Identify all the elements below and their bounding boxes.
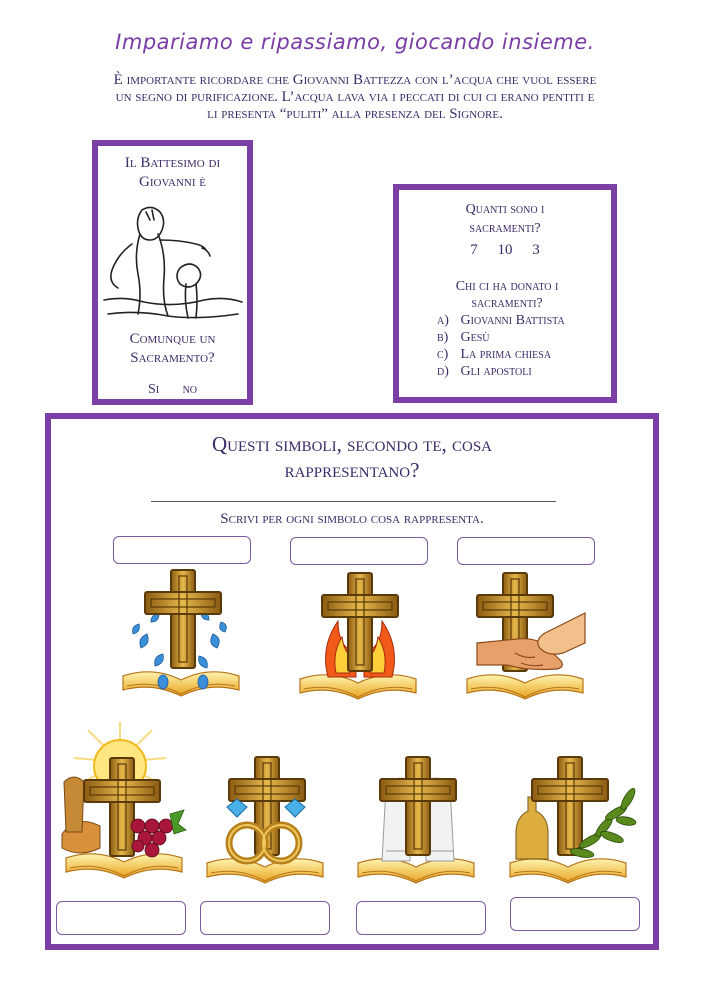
- option-text: La prima chiesa: [460, 347, 552, 362]
- question-line: Sacramento?: [130, 350, 215, 366]
- answer-box-bread-grapes[interactable]: [56, 901, 186, 935]
- count-option[interactable]: 3: [532, 242, 540, 258]
- question-line: rappresentano?: [284, 458, 420, 482]
- battesimo-answers: [98, 382, 247, 398]
- option-text: Gesù: [460, 330, 490, 345]
- answer-box-oil-olive[interactable]: [510, 897, 640, 931]
- count-option[interactable]: 10: [497, 242, 513, 258]
- option-text: Gli apostoli: [460, 364, 532, 379]
- battesimo-question: [98, 330, 247, 368]
- answer-box-rings[interactable]: [200, 901, 330, 935]
- intro-line: un segno di purificazione. L’acqua lava via i peccati di cui ci erano pentiti e: [115, 89, 595, 105]
- answer-box-water[interactable]: [113, 536, 251, 564]
- battesimo-card-title: [98, 154, 247, 192]
- page-title: Impariamo e ripassiamo, giocando insieme.: [115, 30, 595, 54]
- answer-no[interactable]: no: [182, 382, 198, 397]
- symbols-instruction: Scrivi per ogni simbolo cosa rappresenta.: [220, 511, 484, 527]
- question-line: Questi simboli, secondo te, cosa: [211, 432, 492, 456]
- oil-olive-symbol-icon: [508, 757, 658, 893]
- option-text: Giovanni Battista: [460, 313, 565, 328]
- sacramenti-card: [393, 184, 617, 403]
- question-line: Quanti sono i: [465, 202, 545, 217]
- fire-symbol-icon: [298, 573, 422, 709]
- divider-line: [151, 501, 556, 502]
- battesimo-card: [92, 140, 253, 405]
- question-line: Comunque un: [129, 331, 216, 347]
- rings-symbol-icon: [205, 757, 329, 893]
- answer-box-fire[interactable]: [290, 537, 428, 565]
- card-title-line: Il Battesimo di: [124, 155, 221, 171]
- stole-symbol-icon: [356, 757, 480, 893]
- symbols-question: [51, 431, 653, 483]
- count-options: [399, 242, 611, 259]
- answer-si[interactable]: Si: [147, 382, 160, 397]
- sacramenti-donor-question: [437, 278, 577, 312]
- option-letter: c): [437, 347, 449, 362]
- donor-option[interactable]: [437, 312, 617, 329]
- donor-option[interactable]: [437, 363, 617, 380]
- card-title-line: Giovanni è: [139, 174, 206, 190]
- baptism-drawing-icon: [102, 204, 244, 326]
- question-line: sacramenti?: [469, 221, 541, 236]
- option-letter: d): [437, 364, 449, 379]
- intro-line: È importante ricordare che Giovanni Battezza con l’acqua che vuol essere: [113, 72, 597, 88]
- answer-box-handshake[interactable]: [457, 537, 595, 565]
- sacramenti-count-question: [399, 200, 611, 238]
- option-letter: b): [437, 330, 449, 345]
- handshake-symbol-icon: [465, 573, 589, 709]
- intro-paragraph: [40, 72, 670, 123]
- bread-grapes-symbol-icon: [60, 722, 190, 890]
- donor-options: [437, 312, 617, 380]
- answer-box-stole[interactable]: [356, 901, 486, 935]
- count-option[interactable]: 7: [470, 242, 478, 258]
- donor-option[interactable]: [437, 346, 617, 363]
- water-symbol-icon: [121, 570, 245, 706]
- donor-option[interactable]: [437, 329, 617, 346]
- option-letter: a): [437, 313, 449, 328]
- question-line: sacramenti?: [471, 296, 543, 311]
- question-line: Chi ci ha donato i: [455, 279, 559, 294]
- intro-line: li presenta “puliti” alla presenza del Signore.: [207, 106, 503, 122]
